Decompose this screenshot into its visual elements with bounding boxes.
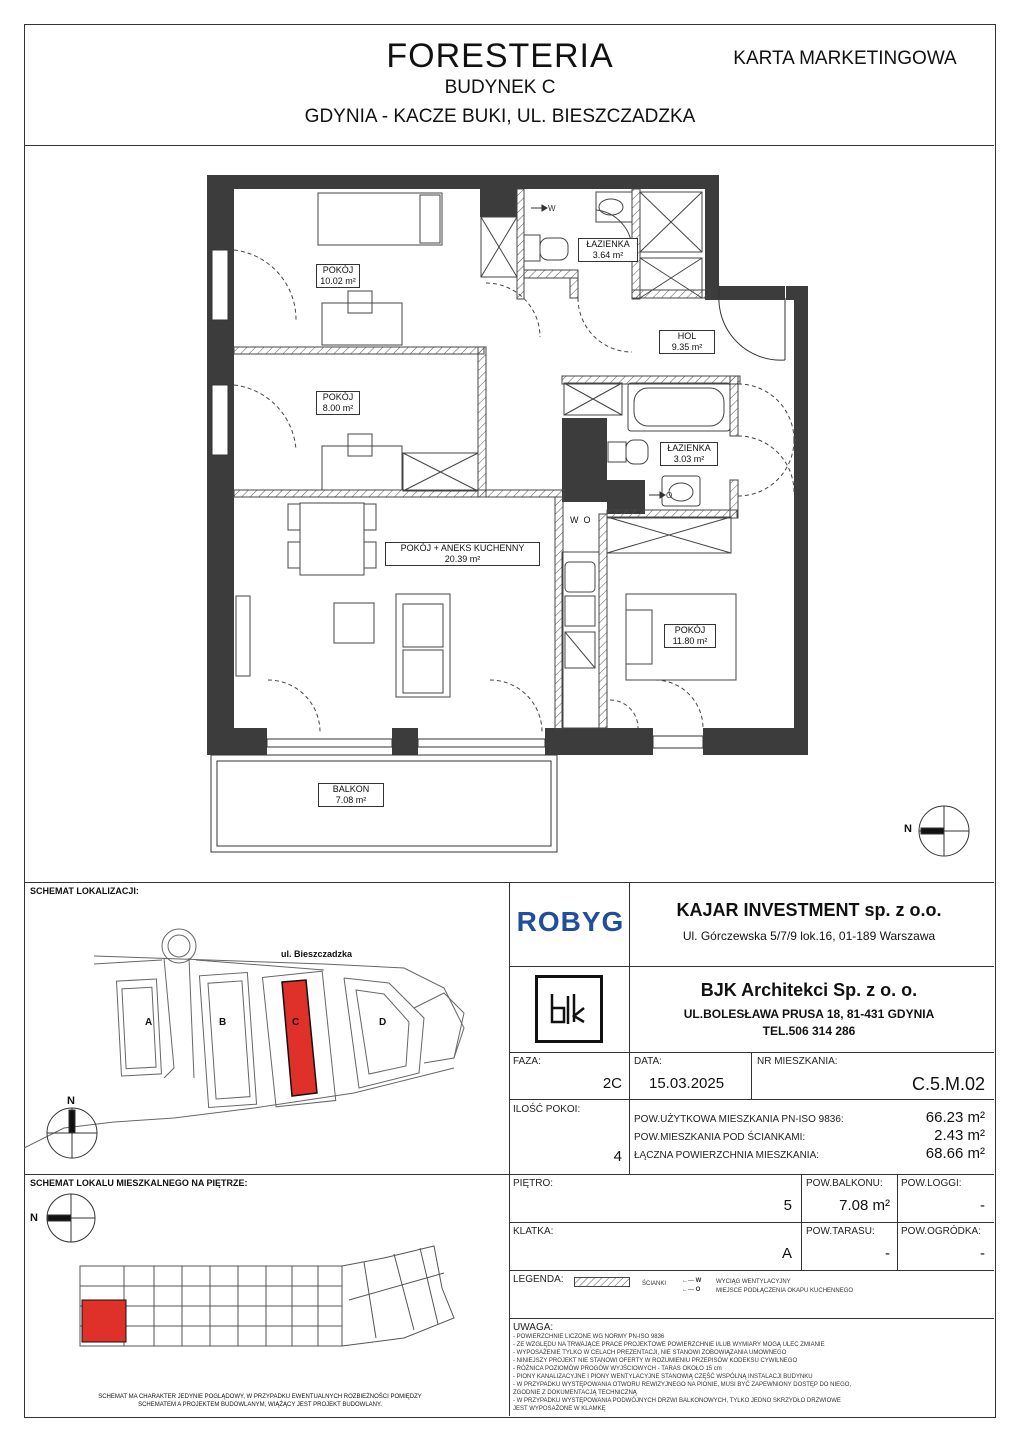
developer-logo: ROBYG: [516, 906, 625, 937]
unit-value: C.5.M.02: [911, 1074, 985, 1094]
plan-compass: [919, 806, 969, 856]
note-line: JEST WYPOSAŻONE W KLAMKĘ: [513, 1406, 606, 1412]
room-label-bedroom-1: POKÓJ 10.02 m²: [316, 264, 360, 288]
room-label-bathroom-1: ŁAZIENKA 3.64 m²: [578, 238, 638, 262]
room-label-balcony: BALKON 7.08 m²: [318, 783, 384, 807]
architect-name: BJK Architekci Sp. z o. o.: [700, 980, 918, 1000]
floor-compass: [47, 1194, 95, 1242]
stair-value: A: [781, 1245, 792, 1262]
note-line: - RÓŻNICA POZIOMÓW PROGÓW WYJŚCIOWYCH - TARAS OKOŁO 15 cm: [513, 1366, 722, 1372]
note-line: - PIONY KANALIZACYJNE I PIONY WENTYLACYJNE STANOWIĄ CZĘŚĆ WSPÓLNĄ INSTALACJI BUDYNKU: [513, 1374, 813, 1380]
wo-label: W O: [570, 515, 591, 525]
location-compass-letter: N: [67, 1095, 75, 1107]
balcony-label: POW.BALKONU:: [806, 1178, 883, 1189]
location-title: SCHEMAT LOKALIZACJI:: [30, 886, 139, 896]
floor-scheme-title: SCHEMAT LOKALU MIESZKALNEGO NA PIĘTRZE:: [30, 1178, 248, 1188]
rooms-value: 4: [613, 1148, 622, 1165]
area-walls-label: POW.MIESZKANIA POD ŚCIANKAMI:: [634, 1132, 806, 1143]
building-label-d: D: [379, 1017, 387, 1028]
loggia-value: -: [980, 1197, 985, 1214]
balcony: [211, 755, 557, 852]
room-label-bathroom-2: ŁAZIENKA 3.03 m²: [660, 442, 718, 466]
floor-plan: [0, 146, 1018, 882]
project-address: GDYNIA - KACZE BUKI, UL. BIESZCZADZKA: [304, 106, 696, 127]
legend-walls: ŚCIANKI: [642, 1281, 667, 1287]
legend-title: LEGENDA:: [513, 1274, 564, 1285]
rooms-label: ILOŚĆ POKOI:: [513, 1104, 581, 1115]
location-compass: [47, 1108, 97, 1158]
floor-value: 5: [783, 1197, 792, 1214]
architect-phone: TEL.506 314 286: [762, 1024, 856, 1038]
legend-wall-swatch: [574, 1277, 630, 1287]
stair-label: KLATKA:: [513, 1226, 554, 1237]
architect-logo: [535, 975, 603, 1043]
legend-vent: WYCIĄG WENTYLACYJNY: [716, 1279, 791, 1285]
phase-value: 2C: [602, 1075, 622, 1092]
notes-title: UWAGA:: [513, 1322, 554, 1333]
note-line: - NINIEJSZY PROJEKT NIE STANOWI OFERTY W ROZUMIENIU PRZEPISÓW KODEKSU CYWILNEGO: [513, 1358, 798, 1364]
garden-label: POW.OGRÓDKA:: [901, 1226, 982, 1237]
legend-w: W: [695, 1278, 702, 1284]
floor-footnote: SCHEMAT MA CHARAKTER JEDYNIE POGLĄDOWY, W PRZYPADKU EWENTUALNYCH ROZBIEŻNOŚCI POMIĘDZY SCHEMATEM A PROJEKTEM BUDOWLANYM, WIĄŻĄCY JEST PROJEKT BUDOWLANY.: [98, 1394, 422, 1408]
room-label-bedroom-2: POKÓJ 8.00 m²: [316, 391, 360, 415]
note-line: ZGODNIE Z DOKUMENTACJĄ TECHNICZNĄ: [513, 1390, 637, 1396]
svg-text:O: O: [666, 491, 673, 500]
notes-list: [513, 1333, 851, 1413]
apartment-highlight: [82, 1300, 126, 1342]
building-label-a: A: [145, 1017, 153, 1028]
terrace-label: POW.TARASU:: [806, 1226, 875, 1237]
date-label: DATA:: [634, 1056, 662, 1067]
note-line: - W PRZYPADKU WYSTĘPOWANIA OTWORU REWIZYJNEGO NA PIONIE, MUSI BYĆ ZAPEWNIONY DOSTĘP DO NIEGO,: [513, 1382, 852, 1388]
architect-address: UL.BOLESŁAWA PRUSA 18, 81-431 GDYNIA: [683, 1007, 935, 1021]
plan-compass-letter: N: [904, 823, 912, 835]
garden-value: -: [980, 1245, 985, 1262]
loggia-label: POW.LOGGI:: [901, 1178, 962, 1189]
note-line: - ZE WZGLĘDU NA TRWAJĄCE PRACE PROJEKTOWE POWIERZCHNIE I/LUB WYMIARY MOGĄ ULEC ZMIANIE: [513, 1342, 825, 1348]
room-label-hall: HOL 9.35 m²: [659, 330, 715, 354]
date-value: 15.03.2025: [649, 1075, 725, 1092]
floor-label: PIĘTRO:: [513, 1178, 554, 1189]
note-line: - W PRZYPADKU WYSTĘPOWANIA PODWÓJNYCH DRZWI BALKONOWYCH, TYLKO JEDNO SKRZYDŁO DRZWIOWE: [513, 1398, 841, 1404]
building-label-c: C: [292, 1017, 300, 1028]
area-usable-label: POW.UŻYTKOWA MIESZKANIA PN-ISO 9836:: [634, 1114, 844, 1125]
phase-label: FAZA:: [513, 1056, 541, 1067]
area-total-value: 68.66 m²: [925, 1145, 985, 1162]
header: [250, 36, 750, 134]
balcony-value: 7.08 m²: [839, 1197, 890, 1214]
floor-compass-letter: N: [30, 1212, 38, 1224]
building-label-b: B: [219, 1017, 227, 1028]
area-walls-value: 2.43 m²: [934, 1127, 985, 1144]
location-map: [24, 898, 509, 1172]
project-title: FORESTERIA: [386, 37, 614, 75]
note-line: - POWIERZCHNIE LICZONE WG NORMY PN-ISO 9836: [513, 1334, 665, 1340]
legend-w-arrow-icon: ←— W: [682, 1278, 702, 1284]
area-total-label: ŁĄCZNA POWIERZCHNIA MIESZKANIA:: [634, 1150, 820, 1161]
developer-name: KAJAR INVESTMENT sp. z o.o.: [676, 900, 942, 920]
area-usable-value: 66.23 m²: [925, 1109, 985, 1126]
legend-o: O: [695, 1287, 701, 1293]
card-type: KARTA MARKETINGOWA: [733, 48, 957, 69]
developer-address: Ul. Górczewska 5/7/9 lok.16, 01-189 Warszawa: [682, 929, 936, 943]
room-label-bedroom-3: POKÓJ 11.80 m²: [664, 624, 716, 648]
svg-text:W: W: [548, 204, 556, 213]
unit-label: NR MIESZKANIA:: [757, 1056, 838, 1067]
terrace-value: -: [885, 1245, 890, 1262]
building-name: BUDYNEK C: [444, 77, 556, 98]
floor-scheme-map: [24, 1188, 509, 1388]
note-line: - WYPOSAŻENIE TYLKO W CELACH PREZENTACJI, NIE STANOWI ZOBOWIĄZANIA UMOWNEGO: [513, 1350, 787, 1356]
room-label-living-kitchen: POKÓJ + ANEKS KUCHENNY 20.39 m²: [385, 542, 540, 566]
street-name: ul. Bieszczadzka: [281, 949, 353, 959]
bjk-logo-icon: [538, 978, 600, 1040]
building-c-highlight: [282, 980, 317, 1096]
legend-o-arrow-icon: ←— O: [682, 1287, 701, 1293]
legend-hood: MIEJSCE PODŁĄCZENIA OKAPU KUCHENNEGO: [716, 1288, 854, 1294]
